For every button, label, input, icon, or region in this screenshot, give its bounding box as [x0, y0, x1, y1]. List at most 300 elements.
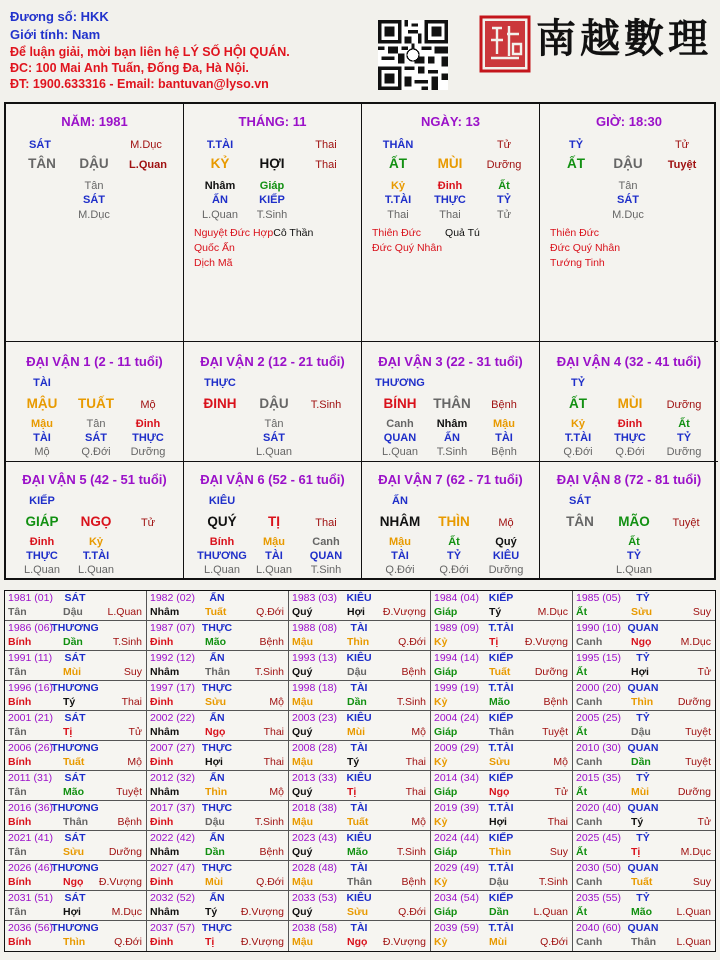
hidden-god: T.TÀI — [564, 432, 592, 444]
year-label: 2037 (57) — [150, 922, 195, 934]
year-cell — [289, 861, 431, 891]
pillar-chi: MÙI — [437, 156, 463, 171]
year-label: 1988 (08) — [292, 622, 337, 634]
year-cell — [147, 831, 289, 861]
star-list — [194, 226, 313, 271]
year-chi: Tị — [205, 936, 215, 948]
year-stage: Mộ — [411, 816, 426, 828]
year-label: 2019 (39) — [434, 802, 479, 814]
hidden-god: T.TÀI — [384, 194, 412, 206]
star: Đức Quý Nhân — [550, 242, 621, 254]
year-god: KIÊU — [346, 772, 372, 784]
year-can: Kỷ — [434, 876, 448, 888]
year-label: 1990 (10) — [576, 622, 621, 634]
year-label: 2002 (22) — [150, 712, 195, 724]
dai-van-chi: MÃO — [618, 514, 650, 529]
year-stage: T.Sinh — [396, 696, 426, 708]
year-can: Quý — [292, 786, 313, 798]
year-label: 1989 (09) — [434, 622, 479, 634]
four-pillars-chart — [4, 102, 716, 580]
year-stage: L.Quan — [107, 606, 142, 618]
hidden-stem: Bính — [209, 536, 235, 548]
dai-van-god: TÀI — [33, 377, 51, 389]
year-cell — [431, 831, 573, 861]
year-god: TÀI — [350, 862, 368, 874]
year-god: KIẾP — [488, 592, 514, 604]
year-can: Quý — [292, 906, 313, 918]
year-stage: Đ.Vượng — [240, 906, 284, 918]
year-god: T.TÀI — [488, 682, 514, 694]
dai-van-stage: Bệnh — [491, 399, 517, 411]
hidden-god: QUAN — [309, 550, 343, 562]
year-cell — [5, 831, 147, 861]
dai-van-chi: TUẤT — [78, 396, 114, 411]
year-god: T.TÀI — [488, 742, 514, 754]
year-stage: Tuyệt — [685, 756, 711, 768]
year-chi: Tý — [631, 816, 644, 828]
year-chi: Thân — [347, 876, 373, 888]
year-chi: Ngọ — [489, 786, 510, 798]
hidden-stage: Tử — [496, 209, 512, 221]
dai-van-can: GIÁP — [25, 514, 59, 529]
year-stage: Thai — [547, 816, 568, 828]
pillar-chi: DẬU — [613, 156, 643, 171]
year-label: 1992 (12) — [150, 652, 195, 664]
year-god: THƯƠNG — [51, 922, 99, 934]
year-label: 2030 (50) — [576, 862, 621, 874]
pillar-stage: M.Dục — [130, 139, 162, 151]
year-label: 1982 (02) — [150, 592, 195, 604]
dai-van-god: SÁT — [569, 495, 591, 507]
year-can: Tân — [8, 906, 27, 918]
year-stage: M.Dục — [680, 636, 711, 648]
year-can: Mậu — [292, 636, 313, 648]
year-label: 2009 (29) — [434, 742, 479, 754]
year-chi: Thân — [489, 726, 515, 738]
year-god: KIẾP — [488, 892, 514, 904]
year-cell — [431, 711, 573, 741]
hidden-god: THỰC — [132, 432, 164, 444]
year-god: TỶ — [636, 832, 650, 844]
year-chi: Mão — [205, 636, 226, 648]
dai-van-7 — [362, 462, 540, 578]
pillar-year — [6, 104, 184, 342]
year-can: Canh — [576, 756, 603, 768]
year-can: Nhâm — [150, 666, 180, 678]
year-chi: Thìn — [205, 786, 228, 798]
year-stage: Mộ — [127, 756, 142, 768]
hidden-god: THỰC — [434, 194, 466, 206]
hidden-stem: Ất — [498, 180, 510, 192]
year-stage: M.Dục — [537, 606, 568, 618]
year-label: 1994 (14) — [434, 652, 479, 664]
hidden-stem: Mậu — [31, 418, 53, 430]
hidden-stem: Canh — [312, 536, 340, 548]
year-god: THƯƠNG — [51, 622, 99, 634]
year-can: Ất — [576, 846, 588, 858]
year-god: QUAN — [627, 862, 659, 874]
year-god: KIẾP — [488, 652, 514, 664]
hidden-stage: Dưỡng — [130, 446, 166, 458]
pillar-chi-stage: Dưỡng — [486, 159, 522, 171]
year-god: T.TÀI — [488, 922, 514, 934]
year-stage: L.Quan — [533, 906, 568, 918]
hidden-god: TÀI — [33, 432, 51, 444]
year-god: QUAN — [627, 742, 659, 754]
hidden-stem: Ất — [628, 536, 640, 548]
year-can: Mậu — [292, 876, 313, 888]
year-label: 1986 (06) — [8, 622, 53, 634]
hidden-stem: Đinh — [617, 418, 643, 430]
year-stage: Suy — [549, 846, 568, 858]
year-label: 1993 (13) — [292, 652, 337, 664]
dai-van-stage: T.Sinh — [310, 399, 342, 411]
year-chi: Ngọ — [347, 936, 368, 948]
year-label: 1983 (03) — [292, 592, 337, 604]
year-label: 2033 (53) — [292, 892, 337, 904]
year-label: 2036 (56) — [8, 922, 53, 934]
year-label: 2015 (35) — [576, 772, 621, 784]
year-label: 2026 (46) — [8, 862, 53, 874]
year-stage: Tuyệt — [685, 726, 711, 738]
dai-van-can: NHÂM — [379, 514, 421, 529]
year-chi: Tý — [63, 696, 76, 708]
year-god: THƯƠNG — [51, 742, 99, 754]
year-cell — [289, 801, 431, 831]
hidden-stage: Bệnh — [491, 446, 517, 458]
dai-van-title: ĐẠI VẬN 8 (72 - 81 tuổi) — [556, 472, 702, 487]
year-god: TỶ — [636, 652, 650, 664]
year-can: Giáp — [434, 906, 458, 918]
contact-line: Để luận giải, mời bạn liên hệ LÝ SỐ HỘI QUÁN. — [10, 45, 290, 59]
year-stage: Tử — [554, 786, 568, 798]
year-label: 2017 (37) — [150, 802, 195, 814]
year-chi: Tý — [489, 606, 502, 618]
year-cell — [431, 591, 573, 621]
year-can: Bính — [8, 756, 32, 768]
year-label: 1997 (17) — [150, 682, 195, 694]
year-stage: Tử — [697, 666, 711, 678]
year-stage: Suy — [692, 876, 711, 888]
year-stage: Mộ — [269, 696, 284, 708]
year-cell — [5, 591, 147, 621]
year-stage: Bệnh — [117, 816, 142, 828]
year-stage: Mộ — [269, 786, 284, 798]
dai-van-title: ĐẠI VẬN 7 (62 - 71 tuổi) — [378, 472, 523, 487]
year-chi: Tị — [63, 726, 73, 738]
year-god: THỰC — [201, 742, 233, 754]
year-chi: Dần — [489, 906, 509, 918]
year-chi: Sửu — [631, 606, 653, 618]
year-chi: Mùi — [347, 726, 366, 738]
year-label: 1998 (18) — [292, 682, 337, 694]
year-label: 2007 (27) — [150, 742, 195, 754]
year-stage: Đ.Vượng — [98, 876, 142, 888]
dai-van-chi: THÂN — [433, 396, 471, 411]
year-can: Bính — [8, 696, 32, 708]
star: Đức Quý Nhân — [372, 242, 443, 254]
year-god: ẤN — [209, 712, 225, 724]
year-can: Tân — [8, 846, 27, 858]
qr-code — [378, 20, 448, 90]
year-god: KIÊU — [346, 652, 372, 664]
star: Dịch Mã — [194, 257, 233, 269]
year-can: Canh — [576, 816, 603, 828]
year-can: Đinh — [150, 756, 174, 768]
year-can: Ất — [576, 666, 588, 678]
year-chi: Dần — [63, 636, 83, 648]
year-cell — [5, 681, 147, 711]
year-god: KIẾP — [488, 772, 514, 784]
year-can: Kỷ — [434, 696, 448, 708]
hidden-god: SÁT — [617, 194, 639, 206]
year-can: Quý — [292, 846, 313, 858]
year-chi: Ngọ — [63, 876, 84, 888]
dai-van-can: BÍNH — [383, 396, 417, 411]
year-stage: M.Dục — [111, 906, 142, 918]
dai-van-stage: Tuyệt — [672, 517, 700, 529]
hidden-stage: T.Sinh — [310, 564, 342, 576]
year-chi: Thìn — [347, 636, 370, 648]
pillar-title: NĂM: 1981 — [61, 114, 128, 129]
year-label: 2031 (51) — [8, 892, 53, 904]
annual-luck-table — [4, 590, 716, 952]
dai-van-god: ẤN — [392, 495, 408, 507]
year-stage: Bệnh — [259, 636, 284, 648]
year-chi: Ngọ — [631, 636, 652, 648]
year-god: THỰC — [201, 922, 233, 934]
year-can: Bính — [8, 876, 32, 888]
dai-van-1 — [6, 342, 184, 462]
pillar-title: NGÀY: 13 — [421, 114, 480, 129]
hidden-stem: Đinh — [437, 180, 463, 192]
year-chi: Ngọ — [205, 726, 226, 738]
year-cell — [289, 621, 431, 651]
year-chi: Sửu — [205, 696, 227, 708]
year-chi: Dần — [205, 846, 225, 858]
hidden-stem: Mậu — [493, 418, 515, 430]
dai-van-can: QUÝ — [207, 514, 237, 529]
hidden-stem: Kỷ — [390, 180, 406, 192]
hidden-stem: Ất — [678, 418, 690, 430]
chart-header — [10, 8, 290, 92]
dai-van-can: MẬU — [26, 396, 58, 411]
year-label: 2035 (55) — [576, 892, 621, 904]
year-stage: Thai — [263, 756, 284, 768]
hidden-god: ẤN — [212, 194, 228, 206]
year-stage: Thai — [405, 756, 426, 768]
year-cell — [147, 801, 289, 831]
year-god: SÁT — [64, 832, 86, 844]
year-god: SÁT — [64, 592, 86, 604]
year-god: QUAN — [627, 922, 659, 934]
year-can: Canh — [576, 696, 603, 708]
year-chi: Hợi — [347, 606, 365, 618]
year-can: Nhâm — [150, 906, 180, 918]
hidden-stage: Q.Đới — [615, 446, 645, 458]
year-chi: Mùi — [63, 666, 82, 678]
subject-gender: Giới tính: Nam — [10, 27, 101, 42]
star-list — [372, 226, 480, 256]
year-chi: Thân — [205, 666, 231, 678]
star-list — [550, 226, 620, 271]
year-chi: Thìn — [489, 846, 512, 858]
year-stage: Q.Đới — [114, 936, 142, 948]
year-cell — [573, 711, 715, 741]
hidden-god: THỰC — [26, 550, 58, 562]
year-god: TỶ — [636, 712, 650, 724]
year-label: 1999 (19) — [434, 682, 479, 694]
year-god: KIÊU — [346, 832, 372, 844]
hidden-stage: T.Sinh — [436, 446, 468, 458]
year-god: TÀI — [350, 802, 368, 814]
hidden-stage: Q.Đới — [563, 446, 593, 458]
year-cell — [573, 591, 715, 621]
dai-van-6 — [184, 462, 362, 578]
year-cell — [5, 921, 147, 951]
year-chi: Tị — [347, 786, 357, 798]
dai-van-2 — [184, 342, 362, 462]
dai-van-3 — [362, 342, 540, 462]
year-chi: Dậu — [205, 816, 225, 828]
year-can: Ất — [576, 606, 588, 618]
year-god: TÀI — [350, 742, 368, 754]
year-god: SÁT — [64, 772, 86, 784]
dai-van-8 — [540, 462, 718, 578]
hidden-god: ẤN — [444, 432, 460, 444]
hidden-god: QUAN — [383, 432, 417, 444]
year-cell — [289, 741, 431, 771]
year-god: THỰC — [201, 682, 233, 694]
brand-logo-text: 南越數理 — [536, 15, 712, 62]
year-label: 2038 (58) — [292, 922, 337, 934]
year-chi: Dậu — [63, 606, 83, 618]
hidden-stem: Quý — [495, 536, 517, 548]
year-chi: Dậu — [489, 876, 509, 888]
pillar-god: SÁT — [29, 139, 51, 151]
phone-email-line: ĐT: 1900.633316 - Email: bantuvan@lyso.vn — [10, 77, 269, 91]
hidden-stem: Mậu — [389, 536, 411, 548]
year-cell — [573, 741, 715, 771]
year-chi: Tuất — [347, 816, 369, 828]
year-can: Bính — [8, 636, 32, 648]
year-cell — [431, 771, 573, 801]
hidden-stage: Dưỡng — [488, 564, 524, 576]
year-god: TỶ — [636, 592, 650, 604]
hidden-stage: Q.Đới — [439, 564, 469, 576]
year-label: 2024 (44) — [434, 832, 479, 844]
hidden-stem: Nhâm — [436, 418, 468, 430]
hidden-god: TÀI — [265, 550, 283, 562]
year-label: 2000 (20) — [576, 682, 621, 694]
pillar-can: ẤT — [389, 156, 407, 171]
year-stage: Thai — [121, 696, 142, 708]
year-stage: T.Sinh — [538, 876, 568, 888]
dai-van-4 — [540, 342, 718, 462]
year-god: T.TÀI — [488, 802, 514, 814]
year-chi: Tị — [631, 846, 641, 858]
hidden-stem: Canh — [386, 418, 414, 430]
year-god: TÀI — [350, 682, 368, 694]
year-can: Canh — [576, 636, 603, 648]
year-label: 2011 (31) — [8, 772, 53, 784]
year-cell — [431, 891, 573, 921]
year-cell — [573, 681, 715, 711]
year-cell — [431, 651, 573, 681]
year-chi: Tuất — [63, 756, 85, 768]
year-can: Mậu — [292, 936, 313, 948]
year-god: THỰC — [201, 862, 233, 874]
hidden-stage: Q.Đới — [385, 564, 415, 576]
year-cell — [5, 861, 147, 891]
hidden-god: T.TÀI — [82, 550, 110, 562]
year-god: THƯƠNG — [51, 802, 99, 814]
year-can: Đinh — [150, 696, 174, 708]
hidden-god: SÁT — [85, 432, 107, 444]
year-stage: Đ.Vượng — [382, 936, 426, 948]
year-can: Quý — [292, 606, 313, 618]
hidden-god: KIÊU — [492, 550, 520, 562]
hidden-god: TÀI — [391, 550, 409, 562]
year-can: Canh — [576, 936, 603, 948]
year-can: Quý — [292, 726, 313, 738]
hidden-stage: L.Quan — [381, 446, 419, 458]
dai-van-stage: Dưỡng — [666, 399, 702, 411]
dai-van-stage: Tử — [140, 517, 156, 529]
dai-van-chi: MÙI — [617, 396, 643, 411]
year-stage: Tuyệt — [116, 786, 142, 798]
year-label: 1984 (04) — [434, 592, 479, 604]
year-cell — [573, 921, 715, 951]
year-can: Giáp — [434, 666, 458, 678]
pillar-stage: Tử — [674, 139, 690, 151]
year-stage: Suy — [692, 606, 711, 618]
year-cell — [5, 771, 147, 801]
year-god: ẤN — [209, 592, 225, 604]
year-label: 1991 (11) — [8, 652, 53, 664]
year-label: 2025 (45) — [576, 832, 621, 844]
year-chi: Tị — [489, 636, 499, 648]
year-label: 2013 (33) — [292, 772, 337, 784]
year-god: KIẾP — [488, 832, 514, 844]
year-cell — [147, 771, 289, 801]
year-can: Tân — [8, 606, 27, 618]
year-chi: Dậu — [631, 726, 651, 738]
dai-van-title: ĐẠI VẬN 2 (12 - 21 tuổi) — [200, 354, 345, 369]
hidden-stage: Mộ — [34, 446, 50, 458]
year-label: 2003 (23) — [292, 712, 337, 724]
year-stage: T.Sinh — [254, 816, 284, 828]
year-cell — [289, 921, 431, 951]
year-chi: Hợi — [205, 756, 223, 768]
hidden-stage: L.Quan — [77, 564, 115, 576]
year-stage: Bệnh — [401, 666, 426, 678]
year-can: Đinh — [150, 636, 174, 648]
hidden-god: TỶ — [496, 194, 512, 206]
dai-van-god: THƯƠNG — [375, 377, 425, 389]
address-line: ĐC: 100 Mai Anh Tuấn, Đống Đa, Hà Nội. — [10, 61, 249, 75]
year-god: ẤN — [209, 772, 225, 784]
star: Thiên Đức — [550, 227, 600, 239]
year-god: QUAN — [627, 682, 659, 694]
hidden-god: SÁT — [263, 432, 285, 444]
year-stage: T.Sinh — [112, 636, 142, 648]
year-chi: Hợi — [63, 906, 81, 918]
year-label: 2027 (47) — [150, 862, 195, 874]
year-stage: Bệnh — [401, 876, 426, 888]
year-god: KIẾP — [488, 712, 514, 724]
year-god: THƯƠNG — [51, 862, 99, 874]
